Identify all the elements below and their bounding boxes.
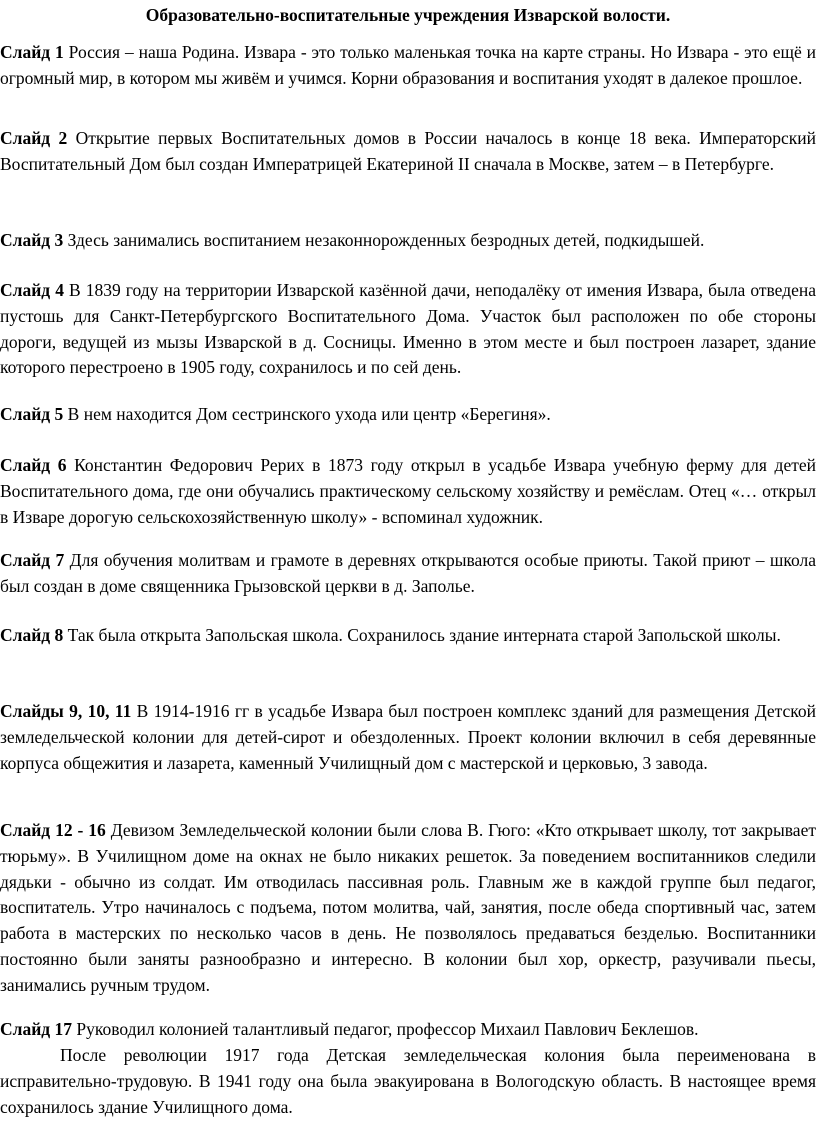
closing-paragraph: После революции 1917 года Детская земледельческая колония была переименована в исправительно-трудовую. В 1941 году она была эвакуирована в Вологодскую область. В настоящее время сохранилось здание Училищного дома.: [0, 1045, 816, 1117]
slide-text: Руководил колонией талантливый педагог, профессор Михаил Павлович Беклешов.: [72, 1019, 699, 1039]
slide-text: Так была открыта Запольская школа. Сохранилось здание интерната старой Запольской школы.: [63, 625, 781, 645]
slide-text: В 1839 году на территории Изварской казённой дачи, неподалёку от имения Извара, была отведена пустошь для Санкт-Петербургского Воспитательного Дома. Участок был расположен по обе стороны дороги, ведущей из мызы Изварской в д. Сосницы. Именно в этом месте и был построен лазарет, здание которого перестроено в 1905 году, сохранилось и по сей день.: [0, 280, 816, 378]
paragraph-slide-1: [0, 40, 816, 92]
slide-label: Слайд 8: [0, 625, 64, 645]
paragraph-slide-17: [0, 1017, 816, 1043]
slide-label: Слайд 3: [0, 230, 64, 250]
slide-label: Слайд 1: [0, 42, 64, 62]
paragraph-slides-9-11: [0, 699, 816, 776]
slide-label: Слайд 4: [0, 280, 64, 300]
slide-text: Здесь занимались воспитанием незаконнорожденных безродных детей, подкидышей.: [63, 230, 705, 250]
slide-text: В нем находится Дом сестринского ухода или центр «Берегиня».: [63, 404, 551, 424]
slide-text: Россия – наша Родина. Извара - это только маленькая точка на карте страны. Но Извара - это ещё и огромный мир, в котором мы живём и учимся. Корни образования и воспитания уходят в далекое прошлое.: [0, 42, 816, 88]
slide-text: Девизом Земледельческой колонии были слова В. Гюго: «Кто открывает школу, тот закрывает тюрьму». В Училищном доме на окнах не было никаких решеток. За поведением воспитанников следили дядьки - обычно из солдат. Им отводилась пассивная роль. Главным же в каждой группе был педагог, воспитатель. Утро начиналось с подъема, потом молитва, чай, занятия, после обеда спортивный час, затем работа в мастерских по несколько часов в день. Не позволялось предаваться безделью. Воспитанники постоянно были заняты разнообразно и интересно. В колонии был хор, оркестр, разучивали пьесы, занимались ручным трудом.: [0, 820, 816, 995]
slide-text: Открытие первых Воспитательных домов в России началось в конце 18 века. Императорский Воспитательный Дом был создан Императрицей Екатериной II сначала в Москве, затем – в Петербурге.: [0, 128, 816, 174]
slide-text: Для обучения молитвам и грамоте в деревнях открываются особые приюты. Такой приют – школа был создан в доме священника Грызовской церкви в д. Заполье.: [0, 550, 816, 596]
paragraph-slide-7: [0, 548, 816, 600]
slide-label: Слайд 2: [0, 128, 68, 148]
paragraph-slide-4: [0, 278, 816, 381]
slide-label: Слайд 12 - 16: [0, 820, 106, 840]
paragraph-slides-12-16: [0, 818, 816, 999]
paragraph-slide-8: [0, 623, 816, 649]
paragraph-slide-5: [0, 402, 816, 428]
slide-text: Константин Федорович Рерих в 1873 году открыл в усадьбе Извара учебную ферму для детей Воспитательного дома, где они обучались практическому сельскому хозяйству и ремёслам. Отец «… открыл в Изваре дорогую сельскохозяйственную школу» - вспоминал художник.: [0, 455, 816, 527]
document-title: Образовательно-воспитательные учреждения Изварской волости.: [145, 5, 671, 25]
slide-label: Слайды 9, 10, 11: [0, 701, 132, 721]
paragraph-slide-2: [0, 126, 816, 178]
slide-label: Слайд 7: [0, 550, 65, 570]
paragraph-slide-3: [0, 228, 816, 254]
slide-label: Слайд 6: [0, 455, 67, 475]
paragraph-slide-6: [0, 453, 816, 530]
slide-label: Слайд 5: [0, 404, 64, 424]
slide-text: В 1914-1916 гг в усадьбе Извара был построен комплекс зданий для размещения Детской земледельческой колонии для детей-сирот и обездоленных. Проект колонии включил в себя деревянные корпуса общежития и лазарета, каменный Училищный дом с мастерской и церковью, 3 завода.: [0, 701, 816, 773]
slide-label: Слайд 17: [0, 1019, 73, 1039]
